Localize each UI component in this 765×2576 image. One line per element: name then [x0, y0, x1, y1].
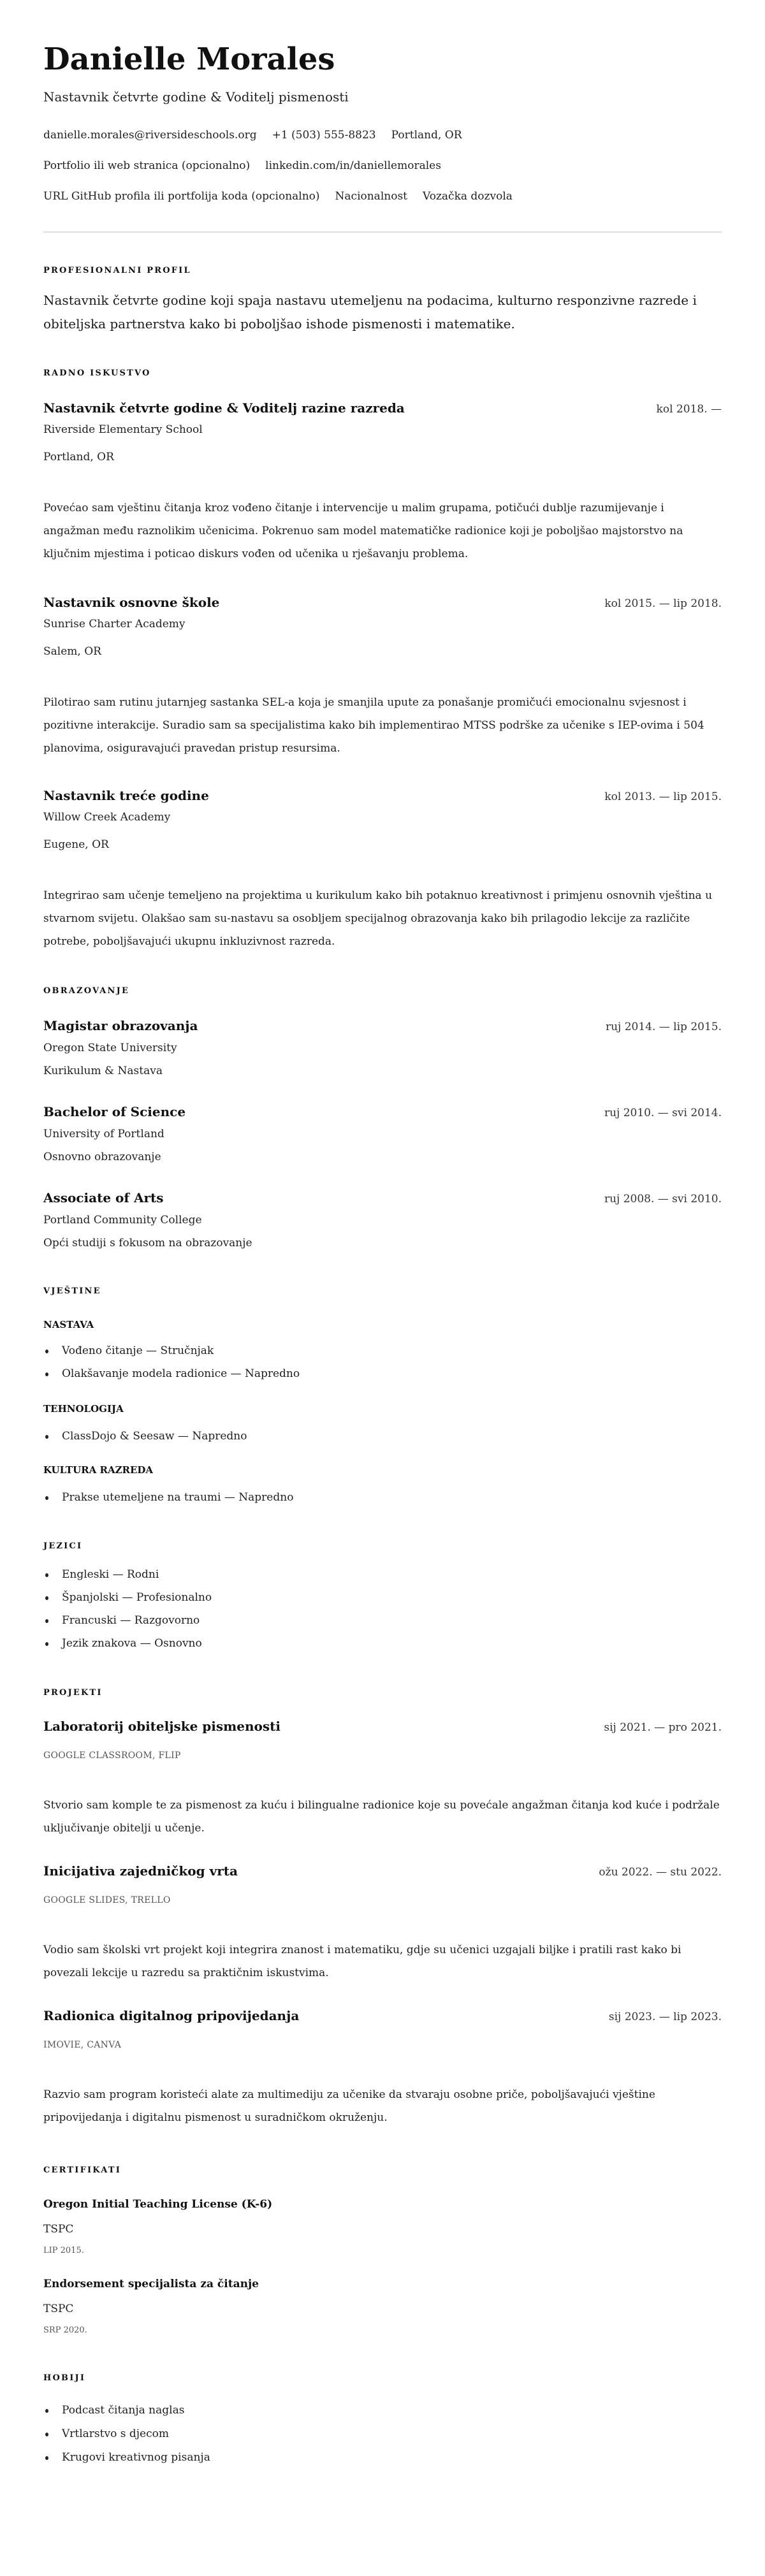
language-item: Engleski — Rodni — [43, 1563, 722, 1586]
education-item — [43, 1103, 722, 1165]
language-item: Španjolski — Profesionalno — [43, 1586, 722, 1609]
skill-category: TEHNOLOGIJA — [43, 1403, 124, 1415]
nationality: Nacionalnost — [335, 190, 407, 203]
job-title: Nastavnik četvrte godine & Voditelj razine razreda — [43, 400, 405, 416]
project-tech: GOOGLE CLASSROOM, FLIP — [43, 1750, 181, 1761]
job-location: Eugene, OR — [43, 838, 109, 851]
skill-list — [43, 1486, 722, 1509]
skill-list — [43, 1339, 722, 1385]
project-title: Laboratorij obiteljske pismenosti — [43, 1719, 280, 1734]
skill-item: Prakse utemeljene na traumi — Napredno — [43, 1486, 722, 1509]
project-item — [43, 1717, 722, 1840]
institution: University of Portland — [43, 1128, 164, 1140]
contact-line — [43, 157, 722, 175]
job-description: Pilotirao sam rutinu jutarnjeg sastanka SEL-a koja je smanjila upute za ponašanje promičući emocionalnu svjesnost i pozitivne interakcije. Suradio sam sa specijalistima kako bih implementirao MTSS podrške za učenike s IEP-ovima i 504 planovima, osiguravajući pravedan pristup resursima. — [43, 696, 704, 755]
project-title: Inicijativa zajedničkog vrta — [43, 1863, 238, 1879]
language-list — [43, 1563, 722, 1655]
job-dates: kol 2015. — lip 2018. — [604, 597, 722, 610]
degree-title: Magistar obrazovanja — [43, 1018, 198, 1033]
experience-item — [43, 787, 722, 953]
job-title: Nastavnik osnovne škole — [43, 595, 220, 610]
field-of-study: Kurikulum & Nastava — [43, 1065, 163, 1077]
project-item — [43, 2007, 722, 2129]
hobby-item: Krugovi kreativnog pisanja — [43, 2446, 722, 2470]
candidate-name: Danielle Morales — [43, 41, 335, 77]
email-link[interactable]: danielle.morales@riversideschools.org — [43, 129, 257, 142]
portfolio-link[interactable]: Portfolio ili web stranica (opcionalno) — [43, 159, 251, 172]
project-item — [43, 1862, 722, 1984]
project-description: Stvorio sam komple te za pismenost za kuću i bilingualne radionice koje su povećale angažman čitanja kod kuće i podržale uključivanje obitelji u učenje. — [43, 1799, 720, 1835]
skill-list — [43, 1425, 722, 1448]
section-heading-languages: JEZICI — [43, 1541, 83, 1551]
hobby-item: Podcast čitanja naglas — [43, 2399, 722, 2422]
contact-line — [43, 126, 722, 144]
language-item: Jezik znakova — Osnovno — [43, 1632, 722, 1655]
skill-item: Olakšavanje modela radionice — Napredno — [43, 1362, 722, 1385]
hobby-list — [43, 2399, 722, 2470]
education-item — [43, 1189, 722, 1251]
job-company: Riverside Elementary School — [43, 423, 203, 436]
phone: +1 (503) 555-8823 — [272, 129, 376, 142]
project-title: Radionica digitalnog pripovijedanja — [43, 2008, 300, 2023]
skill-category: KULTURA RAZREDA — [43, 1464, 154, 1476]
hobby-item: Vrtlarstvo s djecom — [43, 2422, 722, 2446]
location: Portland, OR — [391, 129, 462, 142]
job-dates: kol 2018. — — [656, 403, 722, 416]
job-description: Povećao sam vještinu čitanja kroz vođeno čitanje i intervencije u malim grupama, potičući dublje razumijevanje i angažman među raznolikim učenicima. Pokrenuo sam model matematičke radionice koji je poboljšao majstorstvo na ključnim mjestima i poticao diskurs vođen od učenika u rješavanju problema. — [43, 502, 683, 560]
project-description: Vodio sam školski vrt projekt koji integrira znanost i matematiku, gdje su učenici uzgajali biljke i pratili rast kako bi povezali lekcije u razredu sa praktičnim iskustvima. — [43, 1944, 681, 1979]
project-dates: ožu 2022. — stu 2022. — [599, 1866, 722, 1879]
job-location: Portland, OR — [43, 451, 114, 463]
certificate-title: Oregon Initial Teaching License (K-6) — [43, 2198, 273, 2211]
job-location: Salem, OR — [43, 645, 101, 658]
section-heading-certificates: CERTIFIKATI — [43, 2165, 121, 2175]
github-link[interactable]: URL GitHub profila ili portfolija koda (opcionalno) — [43, 190, 320, 203]
language-item: Francuski — Razgovorno — [43, 1609, 722, 1632]
candidate-title: Nastavnik četvrte godine & Voditelj pismenosti — [43, 89, 349, 105]
project-dates: sij 2023. — lip 2023. — [608, 2011, 722, 2023]
certificate-title: Endorsement specijalista za čitanje — [43, 2278, 259, 2290]
skill-category: NASTAVA — [43, 1319, 94, 1330]
header-divider — [43, 231, 722, 233]
section-heading-education: OBRAZOVANJE — [43, 986, 130, 996]
skill-item: Vođeno čitanje — Stručnjak — [43, 1339, 722, 1362]
experience-item — [43, 399, 722, 565]
certificate-issuer: TSPC — [43, 2223, 74, 2236]
project-tech: GOOGLE SLIDES, TRELLO — [43, 1895, 171, 1905]
institution: Oregon State University — [43, 1042, 177, 1054]
experience-item — [43, 593, 722, 760]
section-heading-experience: RADNO ISKUSTVO — [43, 368, 151, 378]
degree-title: Associate of Arts — [43, 1190, 164, 1205]
field-of-study: Opći studiji s fokusom na obrazovanje — [43, 1237, 252, 1249]
job-dates: kol 2013. — lip 2015. — [604, 790, 722, 803]
certificate-date: SRP 2020. — [43, 2325, 87, 2335]
section-heading-projects: PROJEKTI — [43, 1688, 103, 1698]
education-dates: ruj 2014. — lip 2015. — [605, 1021, 722, 1033]
job-company: Willow Creek Academy — [43, 811, 171, 824]
skill-item: ClassDojo & Seesaw — Napredno — [43, 1425, 722, 1448]
job-company: Sunrise Charter Academy — [43, 618, 186, 630]
degree-title: Bachelor of Science — [43, 1104, 186, 1119]
education-dates: ruj 2008. — svi 2010. — [604, 1193, 722, 1205]
field-of-study: Osnovno obrazovanje — [43, 1151, 161, 1163]
project-dates: sij 2021. — pro 2021. — [604, 1721, 722, 1734]
institution: Portland Community College — [43, 1214, 202, 1226]
certificate-date: LIP 2015. — [43, 2246, 84, 2255]
education-item — [43, 1017, 722, 1079]
education-dates: ruj 2010. — svi 2014. — [604, 1107, 722, 1119]
section-heading-profile: PROFESIONALNI PROFIL — [43, 266, 191, 275]
profile-summary: Nastavnik četvrte godine koji spaja nastavu utemeljenu na podacima, kulturno responzivne razrede i obiteljska partnerstva kako bi poboljšao ishode pismenosti i matematike. — [43, 293, 697, 331]
contact-line — [43, 187, 722, 205]
linkedin-link[interactable]: linkedin.com/in/daniellemorales — [265, 159, 441, 172]
job-title: Nastavnik treće godine — [43, 788, 209, 803]
project-tech: IMOVIE, CANVA — [43, 2040, 122, 2050]
section-heading-hobbies: HOBIJI — [43, 2373, 86, 2383]
section-heading-skills: VJEŠTINE — [43, 1286, 101, 1296]
certificate-item — [43, 2197, 722, 2257]
job-description: Integrirao sam učenje temeljeno na projektima u kurikulum kako bih potaknuo kreativnost i primjenu osnovnih vještina u stvarnom svijetu. Olakšao sam su-nastavu sa osobljem specijalnog obrazovanja kako bih prilagodio lekcije za različite potrebe, poboljšavajući ukupnu inkluzivnost razreda. — [43, 889, 713, 948]
certificate-issuer: TSPC — [43, 2303, 74, 2315]
certificate-item — [43, 2276, 722, 2337]
project-description: Razvio sam program koristeći alate za multimediju za učenike da stvaraju osobne priče, poboljšavajući vještine pripovijedanja i digitalnu pismenost u suradničkom okruženju. — [43, 2088, 655, 2124]
drivers-license: Vozačka dozvola — [423, 190, 513, 203]
